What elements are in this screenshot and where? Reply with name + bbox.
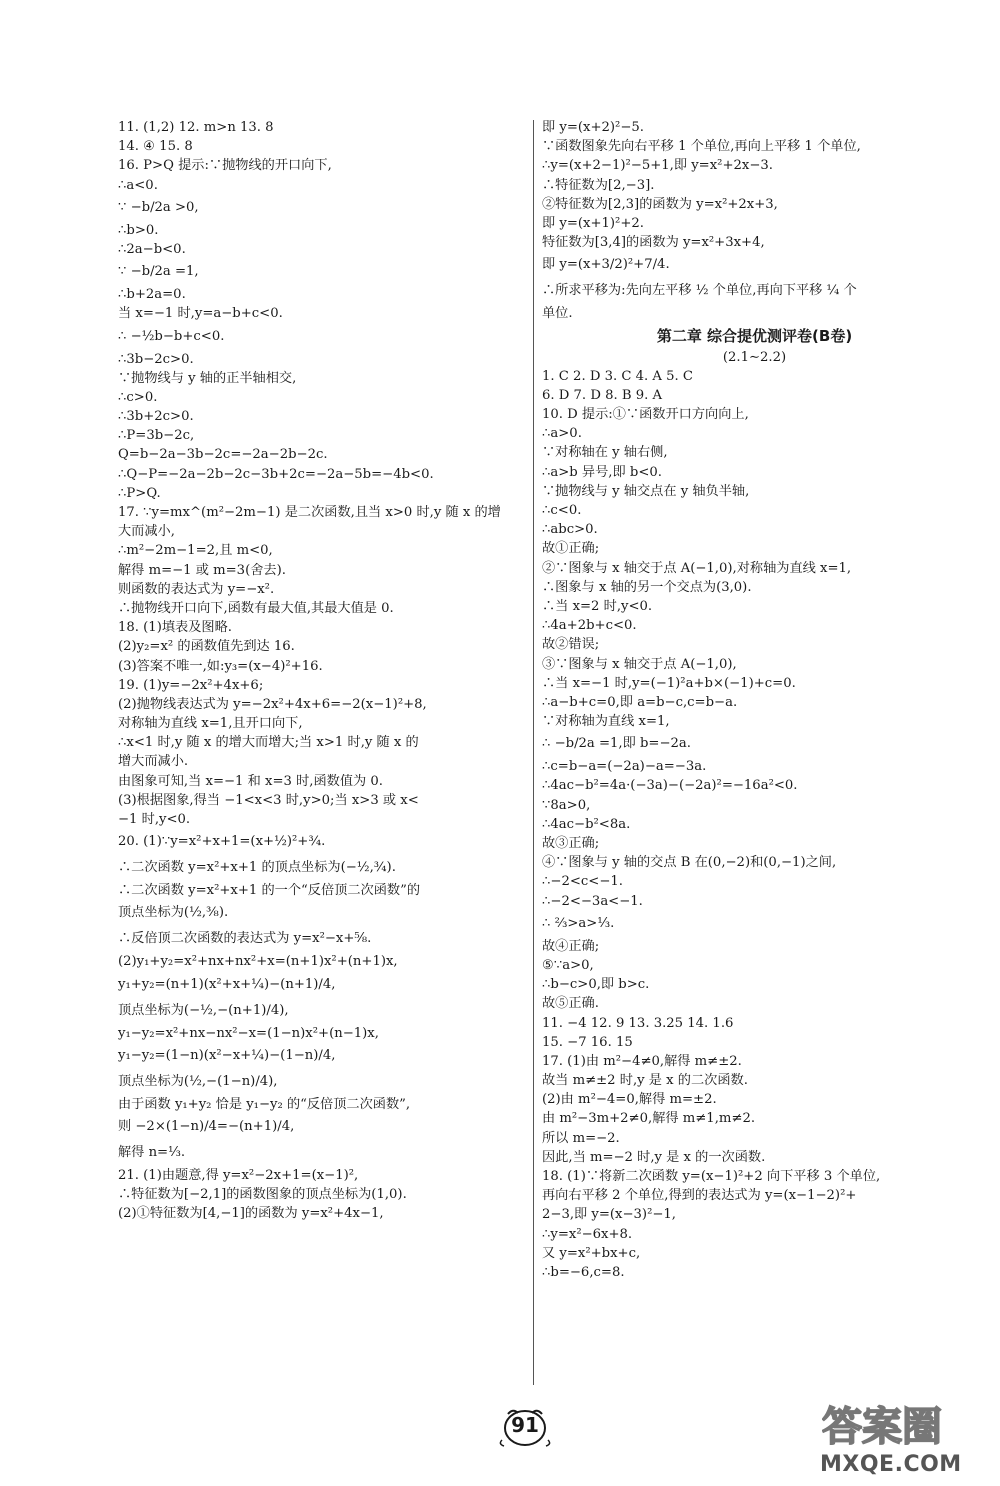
text-line: 16. P>Q 提示:∵抛物线的开口向下, bbox=[118, 158, 332, 174]
text-line: 10. D 提示:①∵函数开口方向向上, bbox=[542, 407, 749, 423]
text-line: ∴c=b−a=(−2a)−a=−3a. bbox=[542, 759, 707, 775]
watermark-logo-icon bbox=[822, 1400, 987, 1448]
text-line: ∴a−b+c=0,即 a=b−c,c=b−a. bbox=[542, 694, 738, 710]
text-line: 大而减小, bbox=[118, 524, 175, 540]
text-line: ∴c<0. bbox=[542, 503, 582, 518]
text-line: 14. ④ 15. 8 bbox=[118, 139, 193, 155]
text-line: 17. ∵y=mx^(m²−2m−1) 是二次函数,且当 x>0 时,y 随 x 的增 bbox=[118, 505, 501, 520]
text-line: ∴a<0. bbox=[118, 177, 158, 193]
text-line: ②∵图象与 x 轴交于点 A(−1,0),对称轴为直线 x=1, bbox=[542, 560, 852, 576]
text-line: ∴特征数为[−2,1]的函数图象的顶点坐标为(1,0). bbox=[118, 1187, 407, 1203]
text-line: ∴y=(x+2−1)²−5+1,即 y=x²+2x−3. bbox=[542, 158, 773, 174]
text-line: ⑤∵a>0, bbox=[542, 957, 594, 973]
text-line: ∴P=3b−2c, bbox=[118, 428, 195, 444]
text-line: ∴当 x=−1 时,y=(−1)²a+b×(−1)+c=0. bbox=[542, 675, 796, 691]
text-line: 15. −7 16. 15 bbox=[542, 1034, 633, 1050]
text-line: 18. (1)填表及图略. bbox=[118, 620, 232, 636]
watermark-logo bbox=[802, 1400, 992, 1486]
section-subtitle: (2.1∼2.2) bbox=[722, 349, 787, 365]
text-line: 故当 m≠±2 时,y 是 x 的二次函数. bbox=[542, 1073, 748, 1089]
text-line: ∴4a+2b+c<0. bbox=[542, 618, 637, 634]
text-line: 增大而减小. bbox=[118, 754, 189, 770]
text-line: ∴a>b 异号,即 b<0. bbox=[542, 464, 662, 480]
text-line: ∴图象与 x 轴的另一个交点为(3,0). bbox=[542, 579, 752, 595]
text-line: 再向右平移 2 个单位,得到的表达式为 y=(x−1−2)²+ bbox=[542, 1188, 857, 1204]
text-line: ∵对称轴为直线 x=1, bbox=[542, 714, 670, 730]
text-line: ∵对称轴在 y 轴右侧, bbox=[542, 445, 668, 461]
text-line: 11. (1,2) 12. m>n 13. 8 bbox=[118, 120, 274, 135]
text-line: 特征数为[3,4]的函数为 y=x²+3x+4, bbox=[542, 235, 765, 251]
text-line: ∴3b−2c>0. bbox=[118, 351, 194, 367]
text-line: (2)①特征数为[4,−1]的函数为 y=x²+4x−1, bbox=[118, 1206, 384, 1222]
text-line: ∴b>0. bbox=[118, 222, 159, 238]
text-line: (2)由 m²−4=0,解得 m=±2. bbox=[542, 1092, 717, 1108]
text-line: ∴b+2a=0. bbox=[118, 287, 186, 303]
text-line: 故②错误; bbox=[542, 637, 600, 653]
text-line: y₁−y₂=x²+nx−nx²−x=(1−n)x²+(n−1)x, bbox=[118, 1025, 379, 1041]
text-line: 20. (1)∵y=x²+x+1=(x+½)²+¾. bbox=[118, 834, 326, 850]
text-line: ∴b=−6,c=8. bbox=[542, 1264, 625, 1280]
text-line: 对称轴为直线 x=1,且开口向下, bbox=[118, 716, 303, 732]
text-line: 则函数的表达式为 y=−x². bbox=[118, 581, 275, 597]
text-line: ∴3b+2c>0. bbox=[118, 409, 194, 425]
text-line: ∵ −b/2a >0, bbox=[118, 199, 199, 215]
section-title: 第二章 综合提优测评卷(B卷) bbox=[656, 326, 853, 345]
text-line: −1 时,y<0. bbox=[118, 812, 191, 827]
text-line: ∴特征数为[2,−3]. bbox=[542, 177, 655, 193]
text-line: 11. −4 12. 9 13. 3.25 14. 1.6 bbox=[542, 1015, 734, 1031]
text-line: 即 y=(x+2)²−5. bbox=[542, 120, 644, 135]
text-line: 因此,当 m=−2 时,y 是 x 的一次函数. bbox=[542, 1149, 766, 1165]
text-line: ∴m²−2m−1=2,且 m<0, bbox=[118, 543, 273, 559]
text-line: 当 x=−1 时,y=a−b+c<0. bbox=[118, 306, 283, 322]
text-line: 顶点坐标为(½,−(1−n)/4), bbox=[118, 1073, 278, 1089]
text-line: 即 y=(x+1)²+2. bbox=[542, 215, 644, 231]
text-line: ∵ −b/2a =1, bbox=[118, 264, 199, 280]
text-line: 17. (1)由 m²−4≠0,解得 m≠±2. bbox=[542, 1053, 742, 1069]
text-line: 故①正确; bbox=[542, 541, 600, 557]
text-line: 故⑤正确. bbox=[542, 996, 599, 1012]
text-line: ∴P>Q. bbox=[118, 485, 161, 501]
text-line: ∵抛物线与 y 轴的正半轴相交, bbox=[118, 370, 297, 386]
text-line: 单位. bbox=[542, 306, 573, 322]
text-line: ∴所求平移为:先向左平移 ½ 个单位,再向下平移 ¼ 个 bbox=[542, 283, 857, 299]
text-line: y₁−y₂=(1−n)(x²−x+¼)−(1−n)/4, bbox=[118, 1047, 336, 1063]
text-line: ③∵图象与 x 轴交于点 A(−1,0), bbox=[542, 656, 737, 672]
text-line: 由于函数 y₁+y₂ 恰是 y₁−y₂ 的“反倍顶二次函数”, bbox=[118, 1096, 411, 1112]
text-line: 故④正确; bbox=[542, 938, 600, 954]
text-line: ∴ ⅔>a>⅓. bbox=[542, 915, 615, 931]
text-line: Q=b−2a−3b−2c=−2a−2b−2c. bbox=[118, 447, 328, 463]
text-line: ∴ −b/2a =1,即 b=−2a. bbox=[542, 736, 691, 752]
text-line: y₁+y₂=(n+1)(x²+x+¼)−(n+1)/4, bbox=[118, 976, 336, 992]
text-line: ∴b−c>0,即 b>c. bbox=[542, 977, 650, 993]
text-line: 又 y=x²+bx+c, bbox=[542, 1245, 641, 1261]
text-line: ∴Q−P=−2a−2b−2c−3b+2c=−2a−5b=−4b<0. bbox=[118, 466, 434, 482]
text-line: ∴二次函数 y=x²+x+1 的一个“反倍顶二次函数”的 bbox=[118, 883, 421, 899]
answer-column-right bbox=[542, 118, 967, 1282]
text-line: ②特征数为[2,3]的函数为 y=x²+2x+3, bbox=[542, 196, 778, 212]
text-line: ∴abc>0. bbox=[542, 522, 598, 538]
text-line: 解得 m=−1 或 m=3(舍去). bbox=[118, 562, 286, 578]
text-line: (2)抛物线表达式为 y=−2x²+4x+6=−2(x−1)²+8, bbox=[118, 696, 427, 712]
text-line: ∴−2<c<−1. bbox=[542, 874, 623, 890]
text-line: ∴2a−b<0. bbox=[118, 241, 186, 257]
text-line: 则 −2×(1−n)/4=−(n+1)/4, bbox=[118, 1118, 295, 1134]
text-line: ∴4ac−b²=4a·(−3a)−(−2a)²=−16a²<0. bbox=[542, 778, 798, 794]
page-footer bbox=[0, 1400, 1000, 1486]
text-line: ∴4ac−b²<8a. bbox=[542, 816, 631, 832]
text-line: 所以 m=−2. bbox=[542, 1130, 620, 1146]
text-line: ∴a>0. bbox=[542, 426, 582, 442]
page-number-badge bbox=[496, 1404, 554, 1448]
text-line: 由 m²−3m+2≠0,解得 m≠1,m≠2. bbox=[542, 1111, 756, 1127]
text-line: ∵8a>0, bbox=[542, 797, 591, 813]
text-line: ∵抛物线与 y 轴交点在 y 轴负半轴, bbox=[542, 483, 750, 499]
text-line: ∴反倍顶二次函数的表达式为 y=x²−x+⅝. bbox=[118, 931, 372, 947]
text-line: 解得 n=⅓. bbox=[118, 1144, 186, 1160]
text-line: ∴x<1 时,y 随 x 的增大而增大;当 x>1 时,y 随 x 的 bbox=[118, 735, 419, 751]
text-line: ∴ −½b−b+c<0. bbox=[118, 328, 225, 344]
text-line: 6. D 7. D 8. B 9. A bbox=[542, 387, 663, 403]
text-line: 1. C 2. D 3. C 4. A 5. C bbox=[542, 368, 694, 384]
text-line: ∴当 x=2 时,y<0. bbox=[542, 598, 653, 614]
text-line: ∴−2<−3a<−1. bbox=[542, 893, 643, 909]
page-number: 91 bbox=[511, 1413, 539, 1437]
text-line: 顶点坐标为(½,⅜). bbox=[118, 905, 229, 921]
answer-column-left bbox=[118, 118, 543, 1224]
watermark-text: 答案圈 bbox=[822, 1404, 942, 1448]
text-line: 19. (1)y=−2x²+4x+6; bbox=[118, 677, 264, 693]
text-line: ④∵图象与 y 轴的交点 B 在(0,−2)和(0,−1)之间, bbox=[542, 855, 837, 871]
text-line: ∴y=x²−6x+8. bbox=[542, 1226, 633, 1242]
text-line: (2)y₁+y₂=x²+nx+nx²+x=(n+1)x²+(n+1)x, bbox=[118, 954, 398, 970]
text-line: (3)答案不唯一,如:y₃=(x−4)²+16. bbox=[118, 658, 323, 674]
watermark-url: MXQE.COM bbox=[820, 1452, 962, 1477]
text-line: 顶点坐标为(−½,−(n+1)/4), bbox=[118, 1002, 289, 1018]
text-line: 2−3,即 y=(x−3)²−1, bbox=[542, 1207, 676, 1223]
text-line: 即 y=(x+3/2)²+7/4. bbox=[542, 257, 670, 273]
text-line: 故③正确; bbox=[542, 836, 600, 851]
text-line: ∵函数图象先向右平移 1 个单位,再向上平移 1 个单位, bbox=[542, 139, 861, 155]
text-line: ∴c>0. bbox=[118, 389, 158, 405]
text-line: (2)y₂=x² 的函数值先到达 16. bbox=[118, 639, 295, 655]
text-line: 21. (1)由题意,得 y=x²−2x+1=(x−1)², bbox=[118, 1167, 359, 1183]
text-line: 18. (1)∵将新二次函数 y=(x−1)²+2 向下平移 3 个单位, bbox=[542, 1169, 881, 1184]
text-line: 由图象可知,当 x=−1 和 x=3 时,函数值为 0. bbox=[118, 773, 383, 789]
text-line: (3)根据图象,得当 −1<x<3 时,y>0;当 x>3 或 x< bbox=[118, 792, 419, 808]
text-line: ∴抛物线开口向下,函数有最大值,其最大值是 0. bbox=[118, 600, 394, 616]
text-line: ∴二次函数 y=x²+x+1 的顶点坐标为(−½,¾). bbox=[118, 860, 396, 876]
